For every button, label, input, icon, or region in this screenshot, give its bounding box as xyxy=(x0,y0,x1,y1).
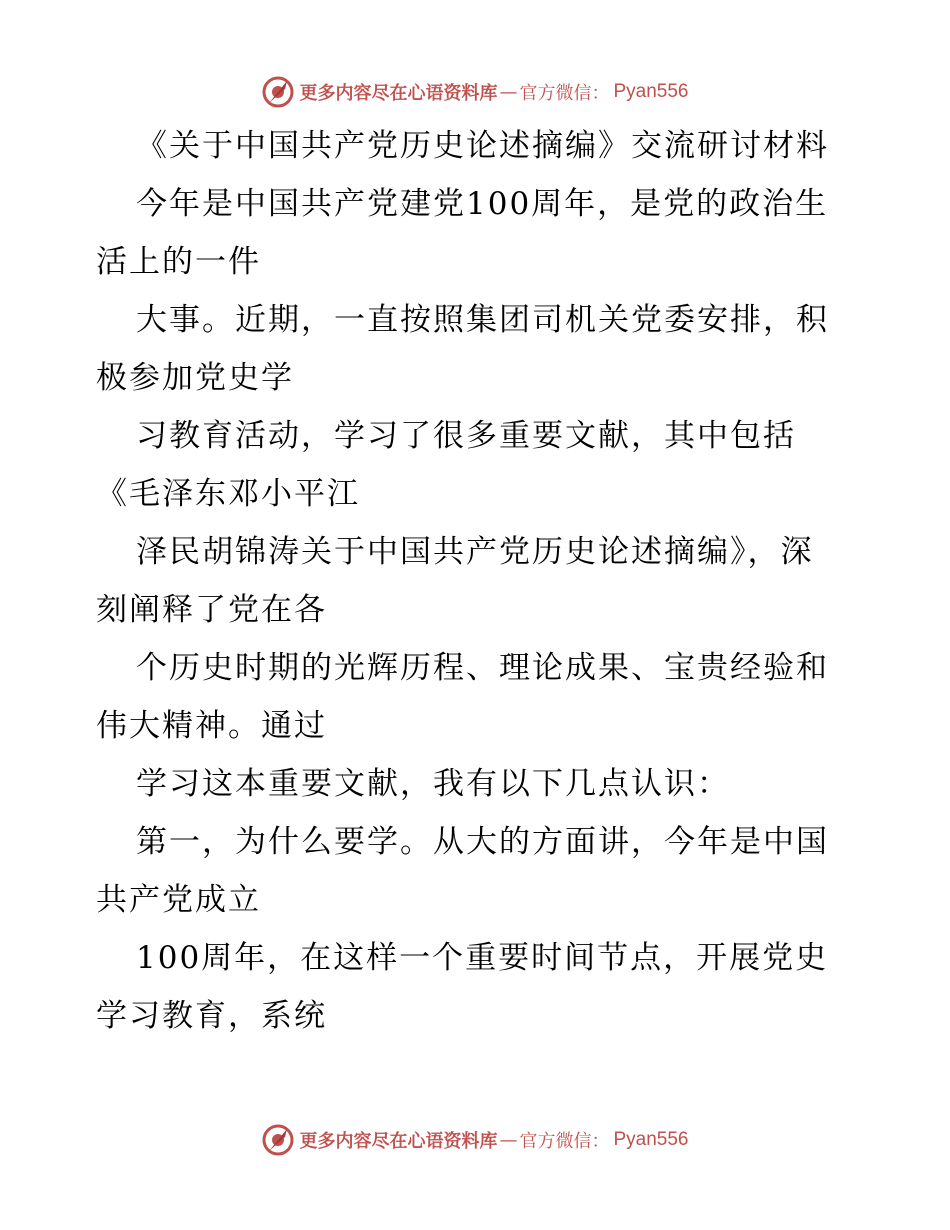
footer-banner xyxy=(0,1120,950,1160)
text-line: 极参加党史学 xyxy=(96,360,294,396)
document-body xyxy=(96,117,856,1045)
text-line: 个历史时期的光辉历程、理论成果、宝贵经验和 xyxy=(136,650,829,686)
banner-separator: — xyxy=(499,81,518,103)
banner-site-text: 更多内容尽在心语资料库 xyxy=(299,83,498,104)
banner-separator: — xyxy=(499,1129,518,1151)
banner-wechat-label: 官方微信： xyxy=(519,1131,610,1152)
text-line: 《关于中国共产党历史论述摘编》交流研讨材料 xyxy=(136,128,829,164)
header-banner xyxy=(0,72,950,112)
text-line: 活上的一件 xyxy=(96,244,261,280)
text-line: 学习这本重要文献，我有以下几点认识： xyxy=(136,766,730,802)
quill-logo-icon xyxy=(261,75,295,109)
text-line: 泽民胡锦涛关于中国共产党历史论述摘编》，深 xyxy=(136,534,814,570)
text-line: 第一，为什么要学。从大的方面讲，今年是中国 xyxy=(136,824,829,860)
quill-logo-icon xyxy=(261,1123,295,1157)
banner-wechat-id: Pyan556 xyxy=(613,81,689,102)
text-line: 大事。近期，一直按照集团司机关党委安排，积 xyxy=(136,302,829,338)
text-line: 习教育活动，学习了很多重要文献，其中包括 xyxy=(136,418,796,454)
text-line: 今年是中国共产党建党100周年，是党的政治生 xyxy=(136,186,829,222)
banner-wechat-id: Pyan556 xyxy=(613,1129,689,1150)
text-line: 刻阐释了党在各 xyxy=(96,592,327,628)
banner-wechat-label: 官方微信： xyxy=(519,83,610,104)
text-line: 共产党成立 xyxy=(96,882,261,918)
banner-site-text: 更多内容尽在心语资料库 xyxy=(299,1131,498,1152)
text-line: 《毛泽东邓小平江 xyxy=(96,476,360,512)
text-line: 学习教育，系统 xyxy=(96,998,327,1034)
text-line: 100周年，在这样一个重要时间节点，开展党史 xyxy=(136,940,829,976)
text-line: 伟大精神。通过 xyxy=(96,708,327,744)
